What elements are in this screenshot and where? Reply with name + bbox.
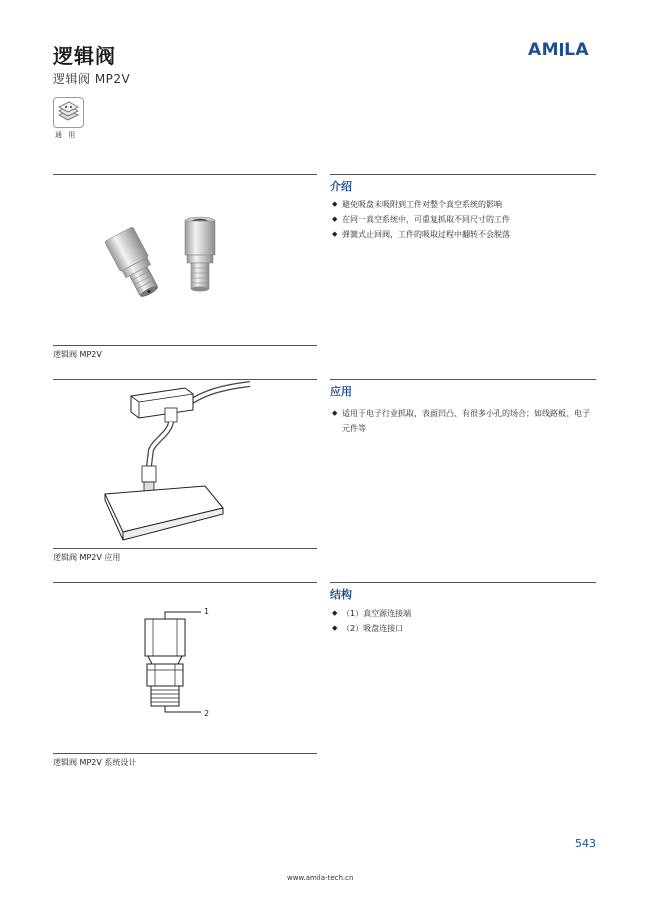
brand-logo-right: LA [564,40,590,60]
list-item: ◆ 弹簧式止回阀，工件的吸取过程中翻转不会脱落 [332,227,592,242]
section-divider-right [330,582,596,583]
caption-divider [53,345,317,346]
list-item: ◆ 在同一真空系统中，可重复抓取不同尺寸的工件 [332,212,592,227]
section-divider-left [53,582,317,583]
application-illustration [105,382,250,542]
section-divider-left [53,379,317,380]
badge-label: 通 用 [55,131,78,139]
brand-logo-i-bar [560,43,563,56]
section-divider-left [53,174,317,175]
list-item: ◆ 避免吸盘未吸附到工件对整个真空系统的影响 [332,197,592,212]
callout-label-1: 1 [204,607,210,616]
list-item: ◆ （1）真空源连接端 [332,606,594,621]
list-item: ◆ （2）吸盘连接口 [332,621,594,636]
stacked-boards-icon [54,98,83,127]
section-heading-intro: 介绍 [330,180,352,193]
page-subtitle: 逻辑阀 MP2V [53,72,131,86]
structure-drawing [135,604,225,724]
brand-logo [528,40,589,60]
product-photo [95,205,255,315]
section-heading-application: 应用 [330,385,352,398]
figure-caption: 逻辑阀 MP2V 应用 [53,553,121,562]
page-title: 逻辑阀 [53,44,116,68]
structure-bullet-list [332,606,594,636]
figure-caption: 逻辑阀 MP2V 系统设计 [53,758,137,767]
section-divider-right [330,174,596,175]
section-heading-structure: 结构 [330,588,352,601]
caption-divider [53,753,317,754]
footer-url: www.amila-tech.cn [287,874,354,882]
application-bullet-list [332,406,594,436]
brand-logo-left: AM [528,40,560,60]
list-item: ◆ 适用于电子行业抓取，表面凹凸、有很多小孔的场合；如线路板、电子元件等 [332,406,594,436]
intro-bullet-list [332,197,592,242]
section-divider-right [330,379,596,380]
caption-divider [53,548,317,549]
figure-caption: 逻辑阀 MP2V [53,350,102,359]
page-number: 543 [575,837,596,850]
general-purpose-badge-icon [53,97,84,128]
callout-label-2: 2 [204,709,210,718]
